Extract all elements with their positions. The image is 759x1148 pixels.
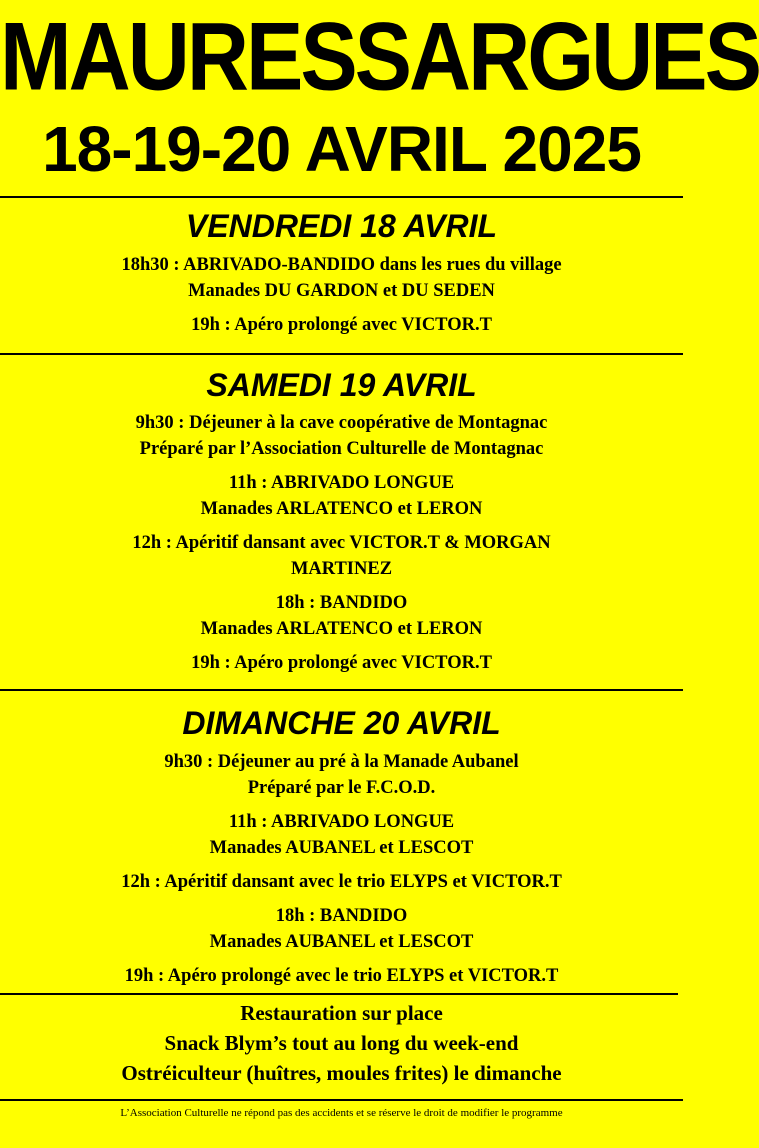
saturday-section: [0, 365, 683, 676]
day-heading-saturday: SAMEDI 19 AVRIL: [206, 367, 477, 403]
info-line: Snack Blym’s tout au long du week-end: [164, 1031, 519, 1055]
day-heading-friday: VENDREDI 18 AVRIL: [185, 208, 498, 244]
divider: [0, 993, 678, 995]
program-line: Manades ARLATENCO et LERON: [200, 499, 483, 519]
program-line: 18h30 : ABRIVADO-BANDIDO dans les rues du village: [121, 255, 562, 275]
program-line: MARTINEZ: [290, 559, 393, 579]
program-line: 18h : BANDIDO: [275, 906, 408, 926]
friday-section: [0, 206, 683, 338]
disclaimer: L’Association Culturelle ne répond pas des accidents et se réserve le droit de modifier le programme: [120, 1107, 563, 1119]
info-line: Restauration sur place: [240, 1001, 443, 1025]
program-line: 9h30 : Déjeuner à la cave coopérative de Montagnac: [135, 413, 548, 433]
program-line: Manades ARLATENCO et LERON: [200, 619, 483, 639]
program-line: 19h : Apéro prolongé avec VICTOR.T: [191, 315, 492, 335]
program-line: 11h : ABRIVADO LONGUE: [228, 473, 455, 493]
poster-title: MAURESSARGUES: [0, 3, 759, 111]
divider: [0, 353, 683, 355]
program-line: 18h : BANDIDO: [275, 593, 408, 613]
divider: [0, 1099, 683, 1101]
program-line: 11h : ABRIVADO LONGUE: [228, 812, 455, 832]
info-section: [0, 998, 683, 1088]
program-line: 19h : Apéro prolongé avec le trio ELYPS et VICTOR.T: [124, 966, 559, 986]
program-line: Préparé par le F.C.O.D.: [247, 778, 436, 798]
program-line: 12h : Apéritif dansant avec le trio ELYPS et VICTOR.T: [121, 872, 562, 892]
sunday-section: [0, 703, 683, 989]
program-line: Préparé par l’Association Culturelle de Montagnac: [139, 439, 544, 459]
program-line: 12h : Apéritif dansant avec VICTOR.T & MORGAN: [132, 533, 551, 553]
program-line: Manades AUBANEL et LESCOT: [209, 932, 474, 952]
day-heading-sunday: DIMANCHE 20 AVRIL: [182, 705, 501, 741]
info-line: Ostréiculteur (huîtres, moules frites) le dimanche: [121, 1061, 562, 1085]
program-line: 19h : Apéro prolongé avec VICTOR.T: [191, 653, 492, 673]
program-line: Manades AUBANEL et LESCOT: [209, 838, 474, 858]
divider: [0, 196, 683, 198]
poster-dates: 18-19-20 AVRIL 2025: [42, 113, 641, 185]
program-line: 9h30 : Déjeuner au pré à la Manade Aubanel: [164, 752, 519, 772]
divider: [0, 689, 683, 691]
program-line: Manades DU GARDON et DU SEDEN: [188, 281, 495, 301]
